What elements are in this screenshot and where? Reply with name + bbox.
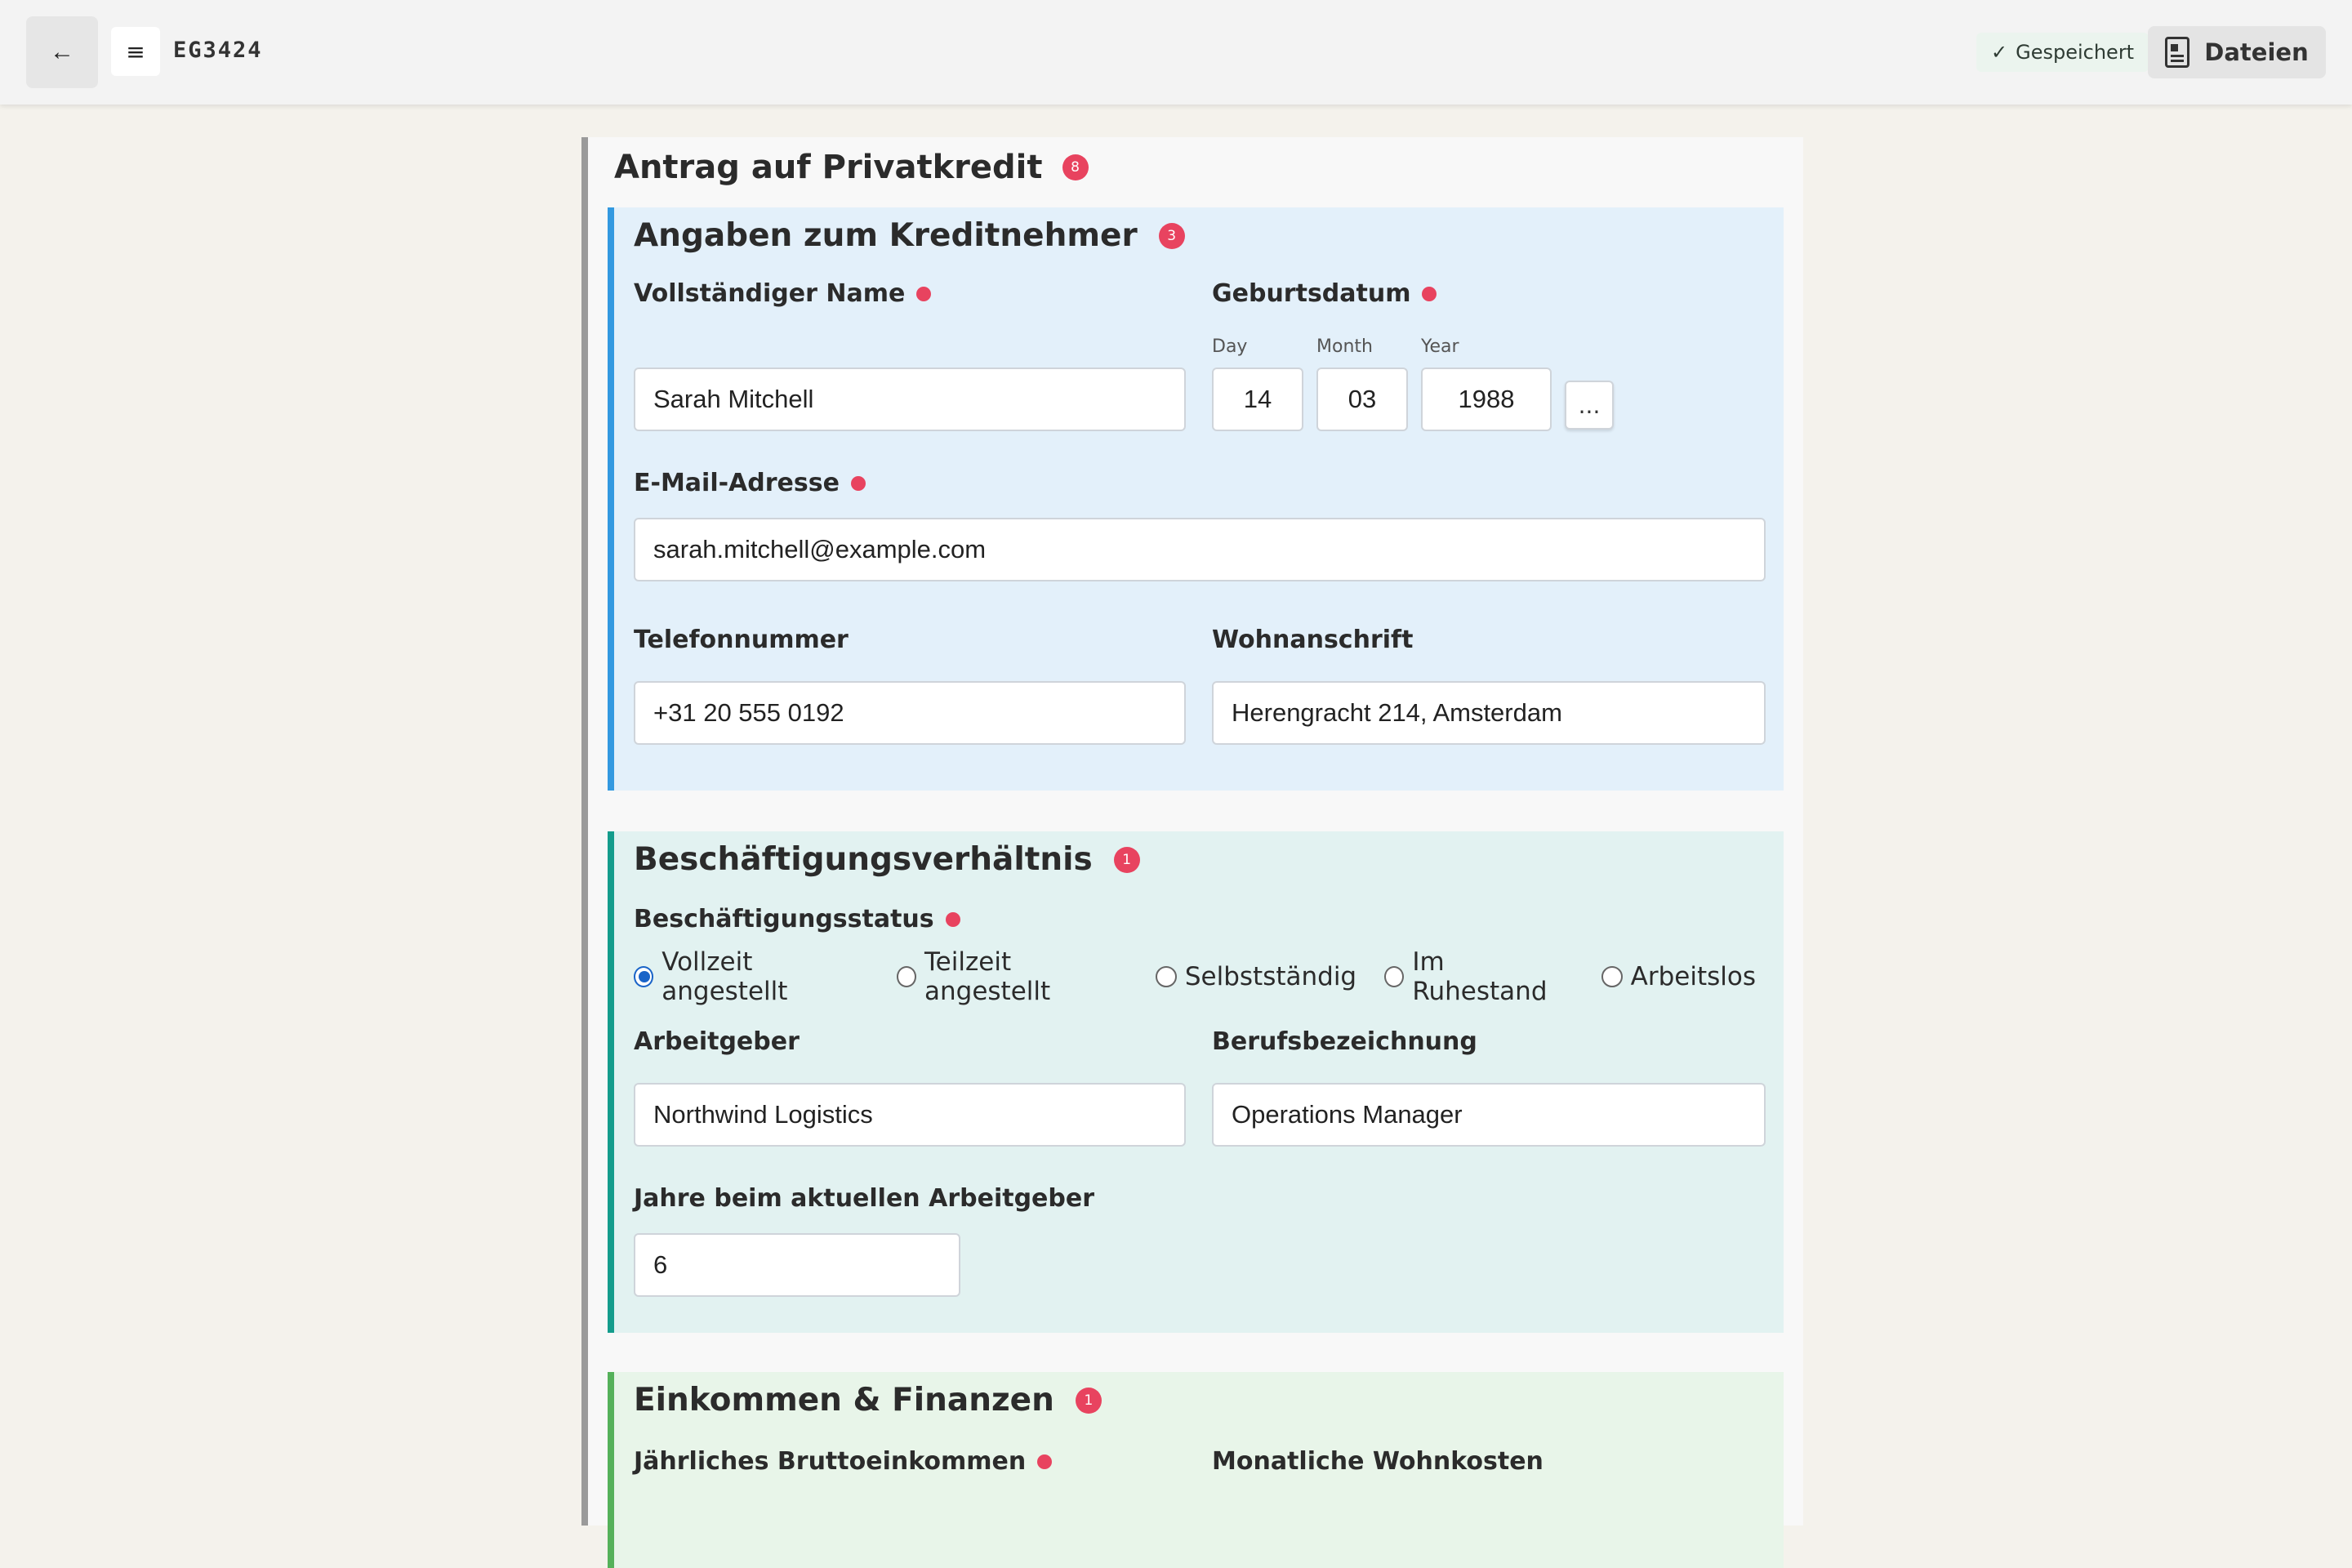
required-indicator	[1037, 1454, 1052, 1469]
section-income-title-row	[634, 1382, 1102, 1419]
employer-label	[634, 1027, 800, 1056]
section-income-badge: 1	[1076, 1388, 1102, 1414]
email-input[interactable]	[634, 518, 1766, 581]
years-employer-label	[634, 1184, 1094, 1213]
required-indicator	[851, 476, 866, 491]
form-error-count-badge: 8	[1062, 154, 1089, 180]
files-button-label: Dateien	[2204, 38, 2309, 66]
section-borrower-title-row	[634, 217, 1185, 254]
check-icon: ✓	[1991, 41, 2008, 64]
address-input[interactable]	[1212, 681, 1766, 745]
required-indicator	[916, 287, 931, 301]
birth-month-input[interactable]	[1316, 368, 1408, 431]
files-button[interactable]	[2148, 26, 2326, 78]
radio-button[interactable]	[1156, 966, 1177, 987]
radio-label: Teilzeit angestellt	[924, 947, 1051, 1006]
years-employer-label-text: Jahre beim aktuellen Arbeitgeber	[634, 1184, 1095, 1213]
document-icon	[2165, 37, 2189, 68]
section-borrower	[608, 207, 1784, 791]
birth-year-input[interactable]	[1421, 368, 1552, 431]
years-employer-input[interactable]	[634, 1233, 960, 1297]
birthdate-label	[1212, 279, 1437, 308]
form-title: Antrag auf Privatkredit	[614, 149, 1043, 186]
email-label	[634, 469, 866, 497]
address-label-text: Wohnanschrift	[1212, 626, 1414, 654]
section-employment-badge: 1	[1114, 847, 1140, 873]
day-label: Day	[1212, 336, 1248, 357]
top-bar	[0, 0, 2352, 105]
form-title-row	[614, 149, 1089, 186]
hamburger-icon: ≡	[126, 38, 145, 65]
required-indicator	[1422, 287, 1437, 301]
radio-option-fulltime[interactable]	[634, 947, 869, 1006]
gross-income-label-text: Jährliches Bruttoeinkommen	[634, 1447, 1027, 1476]
date-picker-button[interactable]: ...	[1565, 381, 1614, 430]
radio-label: Vollzeit angestellt	[662, 947, 788, 1006]
full-name-label	[634, 279, 931, 308]
section-employment-title: Beschäftigungsverhältnis	[634, 841, 1093, 878]
employment-status-label-text: Beschäftigungsstatus	[634, 905, 934, 933]
phone-input[interactable]	[634, 681, 1186, 745]
job-title-label-text: Berufsbezeichnung	[1212, 1027, 1477, 1056]
radio-option-unemployed[interactable]	[1601, 962, 1756, 991]
full-name-label-text: Vollständiger Name	[634, 279, 906, 308]
phone-label	[634, 626, 849, 654]
radio-label: Selbstständig	[1184, 962, 1357, 991]
section-income-title: Einkommen & Finanzen	[634, 1382, 1054, 1419]
birthdate-label-text: Geburtsdatum	[1212, 279, 1411, 308]
job-title-label	[1212, 1027, 1477, 1056]
radio-option-selfemployed[interactable]	[1156, 962, 1356, 991]
month-label: Month	[1316, 336, 1373, 357]
radio-option-parttime[interactable]	[897, 947, 1128, 1006]
section-borrower-badge: 3	[1159, 223, 1185, 249]
required-indicator	[946, 912, 960, 927]
radio-button[interactable]	[1384, 966, 1404, 987]
saved-label: Gespeichert	[2016, 41, 2135, 64]
menu-button[interactable]	[111, 27, 160, 76]
housing-cost-label	[1212, 1447, 1544, 1476]
radio-label: Im Ruhestand	[1412, 947, 1548, 1006]
full-name-input[interactable]	[634, 368, 1186, 431]
document-id: EG3424	[173, 38, 263, 63]
radio-label: Arbeitslos	[1630, 962, 1756, 991]
saved-status-badge	[1976, 33, 2149, 72]
arrow-left-icon: ←	[50, 38, 74, 65]
employer-input[interactable]	[634, 1083, 1186, 1147]
employment-status-label	[634, 905, 960, 933]
housing-cost-label-text: Monatliche Wohnkosten	[1212, 1447, 1544, 1476]
radio-button[interactable]	[897, 966, 916, 987]
phone-label-text: Telefonnummer	[634, 626, 849, 654]
job-title-input[interactable]	[1212, 1083, 1766, 1147]
section-employment	[608, 831, 1784, 1333]
address-label	[1212, 626, 1413, 654]
back-button[interactable]	[26, 16, 98, 88]
radio-option-retired[interactable]	[1384, 947, 1574, 1006]
employment-status-radio-group	[634, 947, 1784, 1006]
radio-button[interactable]	[1601, 966, 1623, 987]
email-label-text: E-Mail-Adresse	[634, 469, 840, 497]
form-panel	[581, 137, 1803, 1526]
section-income	[608, 1372, 1784, 1568]
section-borrower-title: Angaben zum Kreditnehmer	[634, 217, 1138, 254]
radio-button-checked[interactable]	[634, 966, 653, 987]
section-employment-title-row	[634, 841, 1140, 878]
year-label: Year	[1421, 336, 1459, 357]
employer-label-text: Arbeitgeber	[634, 1027, 800, 1056]
birth-day-input[interactable]	[1212, 368, 1303, 431]
gross-income-label	[634, 1447, 1052, 1476]
